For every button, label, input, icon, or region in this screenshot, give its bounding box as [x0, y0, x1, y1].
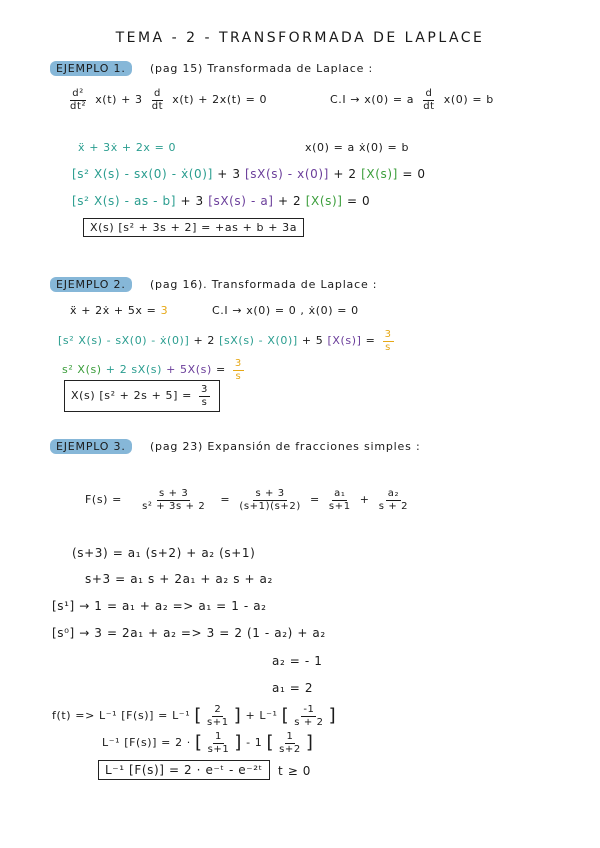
frac-num: 3 [234, 358, 242, 369]
term: = [365, 334, 376, 347]
term: ẍ + 2ẋ + 5x = [70, 304, 157, 317]
ex2-result-box [64, 380, 220, 412]
frac-num: a₁ [334, 488, 346, 499]
ex1-line-3 [72, 168, 426, 180]
term: = [309, 493, 320, 506]
frac-num: a₂ [387, 488, 400, 499]
example-1-desc: (pag 15) Transformada de Laplace : [149, 62, 374, 75]
frac-num: 2 [214, 704, 222, 715]
term: + 2 [277, 194, 302, 208]
frac-num: 3 [384, 329, 392, 340]
term: = [215, 363, 226, 376]
ex3-condition: t ≥ 0 [278, 764, 312, 778]
frac-den: s [201, 396, 208, 408]
ex3-line-5: [s⁰] → 3 = 2a₁ + a₂ => 3 = 2 (1 - a₂) + a₂ [52, 626, 326, 640]
frac-den: s+2 [279, 743, 301, 755]
frac-num: s + 3 [159, 488, 189, 499]
term: [X(s)] [361, 167, 398, 181]
example-3-heading [50, 440, 420, 453]
ex3-line-9 [102, 731, 314, 755]
term: F(s) = [85, 493, 122, 506]
term: + 3 [217, 167, 241, 181]
bracket: ] [234, 732, 242, 753]
bracket: [ [281, 705, 290, 726]
frac-num: -1 [303, 704, 315, 715]
term: + [359, 493, 370, 506]
term: = 0 [346, 194, 371, 208]
ex1-line-4 [72, 195, 370, 207]
frac-num: 3 [201, 384, 209, 395]
term: [X(s)] [327, 334, 362, 347]
example-1-heading [50, 62, 373, 75]
ex3-line-3: s+3 = a₁ s + 2a₁ + a₂ s + a₂ [85, 572, 273, 586]
term: + L⁻¹ [245, 709, 278, 722]
page-title: TEMA - 2 - TRANSFORMADA DE LAPLACE [115, 30, 485, 46]
bracket: [ [194, 732, 203, 753]
example-3-desc: (pag 23) Expansión de fracciones simples : [149, 440, 421, 453]
ex3-line-2: (s+3) = a₁ (s+2) + a₂ (s+1) [72, 546, 256, 560]
ci-label: C.I → x(0) = a [330, 93, 415, 106]
frac-num: s + 3 [255, 488, 285, 499]
frac-den: s² + 3s + 2 [142, 500, 206, 512]
ex3-line-4: [s¹] → 1 = a₁ + a₂ => a₁ = 1 - a₂ [52, 599, 267, 613]
example-2-desc: (pag 16). Transformada de Laplace : [149, 278, 378, 291]
term: L⁻¹ [F(s)] = 2 · [102, 736, 191, 749]
term: + 2 [333, 167, 357, 181]
term: [s² X(s) - sx(0) - ẋ(0)] [72, 167, 213, 181]
term: = 0 [402, 167, 426, 181]
term: 3 [160, 304, 169, 317]
frac-den: dt [151, 100, 164, 112]
frac-den: dt [423, 100, 435, 112]
term: [s² X(s) - sX(0) - ẋ(0)] [58, 334, 190, 347]
ex2-line-2 [58, 329, 397, 353]
term: + 5 [301, 334, 324, 347]
ex1-result-box: X(s) [s² + 3s + 2] = +as + b + 3a [83, 218, 304, 237]
term: X(s) [s² + 2s + 5] = [71, 389, 192, 402]
term: [s² X(s) - as - b] [72, 194, 177, 208]
frac-den: dt² [70, 100, 87, 112]
example-2-label: EJEMPLO 2. [50, 277, 132, 292]
term: [sX(s) - a] [208, 194, 274, 208]
term: [X(s)] [305, 194, 343, 208]
term: f(t) => L⁻¹ [F(s)] = L⁻¹ [52, 709, 191, 722]
frac-num: 1 [286, 731, 294, 742]
frac-den: s + 2 [378, 500, 409, 512]
frac-den: (s+1)(s+2) [239, 500, 301, 512]
ex1-ci [330, 88, 494, 112]
term: + 2 sX(s) [105, 363, 162, 376]
ex3-line-7: a₁ = 2 [272, 681, 314, 695]
term: - 1 [246, 736, 263, 749]
term: [sX(s) - x(0)] [245, 167, 329, 181]
term: + 2 [193, 334, 215, 347]
frac-num: d [425, 88, 433, 99]
frac-den: s [385, 341, 391, 353]
frac-num: d² [72, 88, 84, 99]
ex1-ode [65, 88, 267, 112]
bracket: [ [266, 732, 275, 753]
term: = [220, 493, 231, 506]
ode-mid: x(t) + 3 [95, 93, 143, 106]
ex3-line-8 [52, 704, 336, 728]
term: [sX(s) - X(0)] [219, 334, 298, 347]
ex1-line-2-right: x(0) = a ẋ(0) = b [305, 141, 410, 154]
frac-num: d [153, 88, 161, 99]
bracket: [ [194, 705, 202, 726]
ex3-result-box: L⁻¹ [F(s)] = 2 · e⁻ᵗ - e⁻²ᵗ [98, 760, 270, 780]
frac-den: s+1 [206, 716, 229, 728]
frac-den: s+1 [328, 500, 351, 512]
term: s² X(s) [62, 363, 102, 376]
ex2-line-3 [62, 358, 247, 382]
bracket: ] [233, 705, 242, 726]
ex1-line-2-left: ẍ + 3ẋ + 2x = 0 [78, 141, 177, 154]
frac-num: 1 [215, 731, 222, 742]
term: + 3 [180, 194, 204, 208]
frac-den: s + 2 [294, 716, 324, 728]
term: + 5X(s) [166, 363, 212, 376]
ode-end: x(t) + 2x(t) = 0 [172, 93, 268, 106]
ex2-ci: C.I → x(0) = 0 , ẋ(0) = 0 [212, 304, 359, 317]
frac-den: s+1 [207, 743, 230, 755]
ex3-fraction-line [85, 488, 413, 512]
frac-den: s [235, 370, 242, 382]
example-2-heading [50, 278, 377, 291]
ex2-line-1 [70, 305, 168, 316]
ci-end: x(0) = b [443, 93, 494, 106]
bracket: ] [305, 732, 314, 753]
ex3-line-6: a₂ = - 1 [272, 654, 323, 668]
example-3-label: EJEMPLO 3. [50, 439, 132, 454]
bracket: ] [328, 705, 337, 726]
example-1-label: EJEMPLO 1. [50, 61, 132, 76]
